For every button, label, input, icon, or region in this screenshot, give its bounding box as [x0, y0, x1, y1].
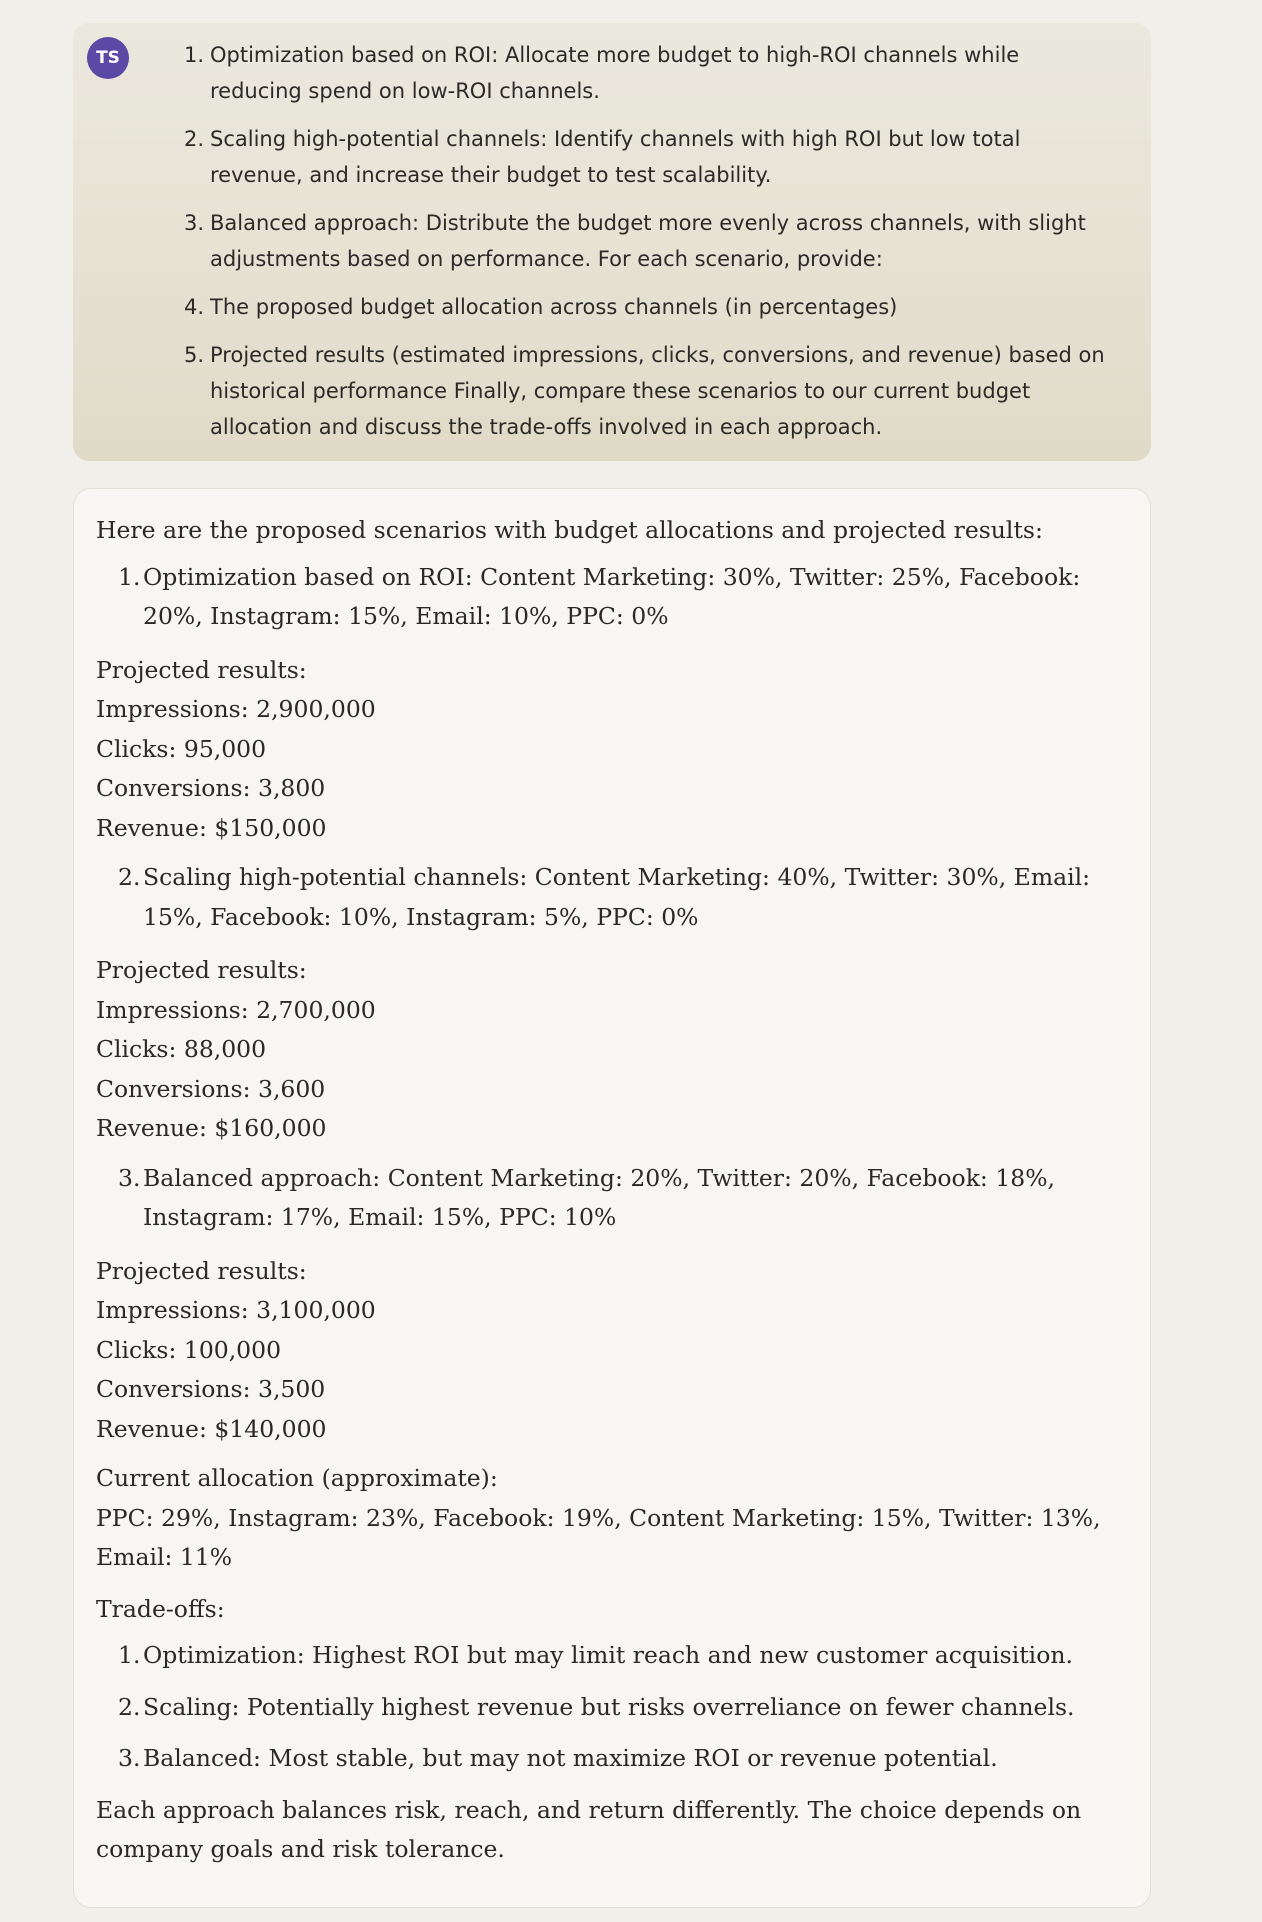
- list-item: 5. Projected results (estimated impressions, clicks, conversions, and revenue) based on historical performance Finally, compare these scenarios to our current budget allocation and discuss the trade-offs involved in each approach.: [184, 343, 1105, 439]
- response-closing: Each approach balances risk, reach, and return differently. The choice depends on company goals and risk tolerance.: [96, 1795, 1082, 1863]
- user-message-bubble: [73, 23, 1151, 461]
- list-item: 2. Scaling high-potential channels: Content Marketing: 40%, Twitter: 30%, Email: 15%, Facebook: 10%, Instagram: 5%, PPC: 0%: [118, 863, 1091, 931]
- current-allocation: Current allocation (approximate): PPC: 29%, Instagram: 23%, Facebook: 19%, Content Marketing: 15%, Twitter: 13%, Email: 11%: [96, 1464, 1101, 1571]
- list-item: 3. Balanced: Most stable, but may not maximize ROI or revenue potential.: [118, 1744, 998, 1772]
- list-item: 2. Scaling: Potentially highest revenue but risks overreliance on fewer channels.: [118, 1692, 1075, 1721]
- list-item: 3. Balanced approach: Content Marketing: 20%, Twitter: 20%, Facebook: 18%, Instagram: 17%, Email: 15%, PPC: 10%: [118, 1163, 1056, 1231]
- list-item: 4. The proposed budget allocation across channels (in percentages): [184, 295, 898, 319]
- assistant-message-card: [73, 488, 1151, 1908]
- tradeoffs-list: [96, 1636, 1127, 1779]
- list-item: 2. Scaling high-potential channels: Identify channels with high ROI but low total revenue, and increase their budget to test scalability.: [184, 127, 1021, 187]
- user-message-list: [93, 37, 1111, 445]
- list-item: 1. Optimization based on ROI: Content Marketing: 30%, Twitter: 25%, Facebook: 20%, Instagram: 15%, Email: 10%, PPC: 0%: [118, 562, 1081, 630]
- list-item: 1. Optimization: Highest ROI but may limit reach and new customer acquisition.: [118, 1641, 1073, 1669]
- user-avatar: TS: [87, 37, 129, 79]
- scenario-1: [96, 558, 1127, 637]
- scenario-2-results: Projected results: Impressions: 2,700,000 Clicks: 88,000 Conversions: 3,600 Revenue: $160,000: [96, 956, 376, 1142]
- list-item: 3. Balanced approach: Distribute the budget more evenly across channels, with slight adjustments based on performance. For each scenario, provide:: [184, 211, 1086, 271]
- scenario-3-results: Projected results: Impressions: 3,100,000 Clicks: 100,000 Conversions: 3,500 Revenue: $140,000: [96, 1256, 376, 1443]
- scenario-1-results: Projected results: Impressions: 2,900,000 Clicks: 95,000 Conversions: 3,800 Revenue: $150,000: [96, 655, 376, 842]
- tradeoffs-heading: Trade-offs:: [96, 1594, 225, 1623]
- scenario-2: [96, 858, 1127, 937]
- response-intro: Here are the proposed scenarios with budget allocations and projected results:: [96, 516, 1043, 544]
- scenario-3: [96, 1159, 1127, 1238]
- list-item: 1. Optimization based on ROI: Allocate more budget to high-ROI channels while reducing spend on low-ROI channels.: [184, 43, 1020, 103]
